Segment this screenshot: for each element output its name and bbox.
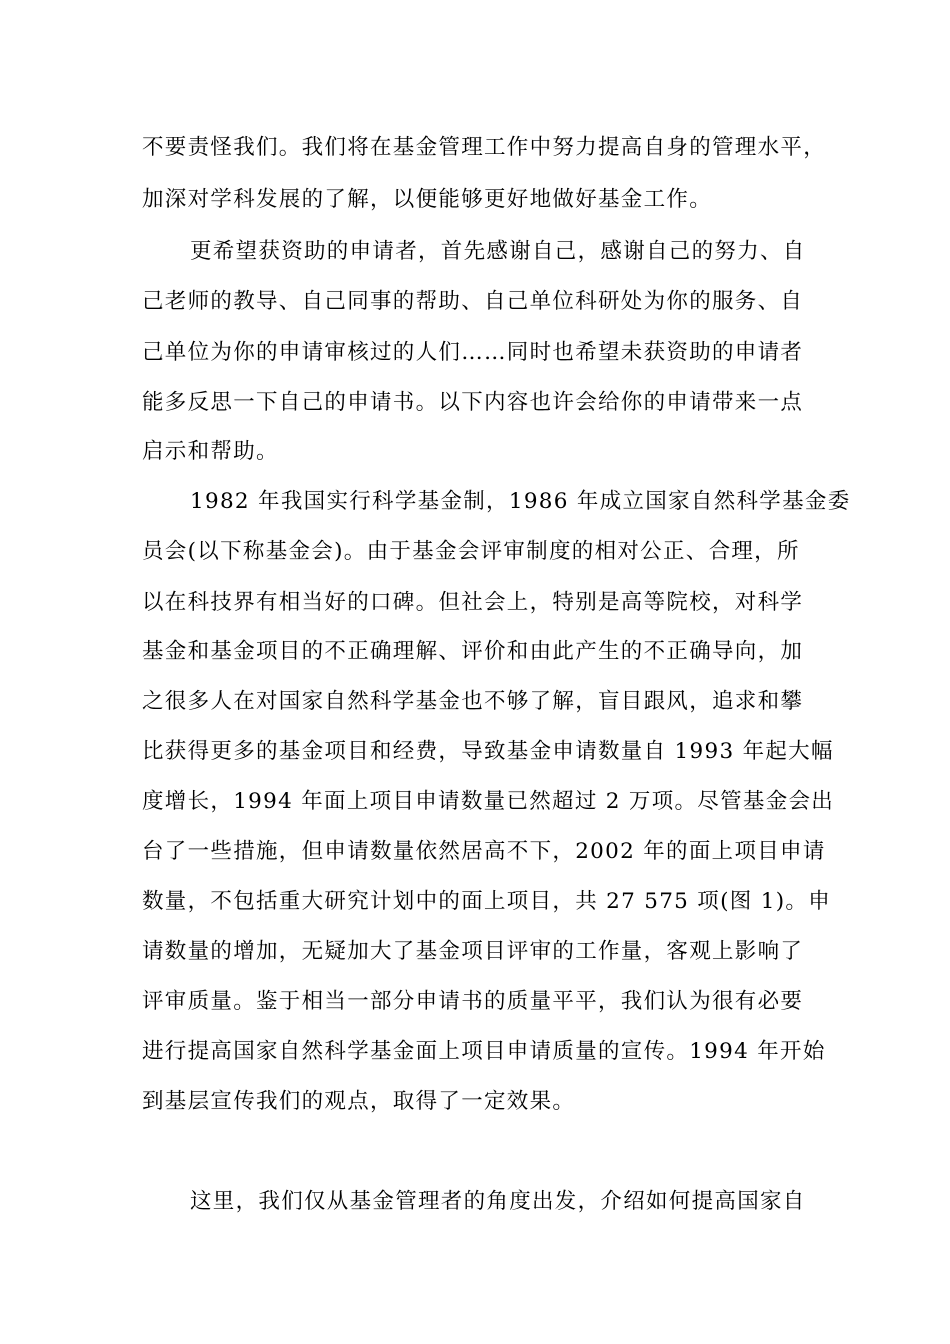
text-line: 之很多人在对国家自然科学基金也不够了解，盲目跟风，追求和攀 bbox=[142, 689, 804, 714]
text-line: 能多反思一下自己的申请书。以下内容也许会给你的申请带来一点 bbox=[142, 390, 804, 415]
text-line: 到基层宣传我们的观点，取得了一定效果。 bbox=[142, 1089, 576, 1114]
text-line: 员会(以下称基金会)。由于基金会评审制度的相对公正、合理，所 bbox=[142, 539, 800, 564]
text-line: 加深对学科发展的了解，以便能够更好地做好基金工作。 bbox=[142, 187, 713, 212]
text-line: 以在科技界有相当好的口碑。但社会上，特别是高等院校，对科学 bbox=[142, 590, 804, 615]
text-line: 比获得更多的基金项目和经费，导致基金申请数量自 1993 年起大幅 bbox=[142, 739, 834, 764]
text-line: 启示和帮助。 bbox=[142, 439, 279, 464]
text-line: 进行提高国家自然科学基金面上项目申请质量的宣传。1994 年开始 bbox=[142, 1039, 826, 1064]
text-line: 更希望获资助的申请者，首先感谢自己，感谢自己的努力、自 bbox=[190, 239, 806, 264]
text-line: 台了一些措施，但申请数量依然居高不下，2002 年的面上项目申请 bbox=[142, 839, 826, 864]
text-line: 己老师的教导、自己同事的帮助、自己单位科研处为你的服务、自 bbox=[142, 289, 804, 314]
text-line: 度增长，1994 年面上项目申请数量已然超过 2 万项。尽管基金会出 bbox=[142, 789, 835, 814]
text-line: 这里，我们仅从基金管理者的角度出发，介绍如何提高国家自 bbox=[190, 1189, 806, 1214]
text-line: 基金和基金项目的不正确理解、评价和由此产生的不正确导向，加 bbox=[142, 639, 804, 664]
text-line: 请数量的增加，无疑加大了基金项目评审的工作量，客观上影响了 bbox=[142, 939, 804, 964]
text-line: 1982 年我国实行科学基金制，1986 年成立国家自然科学基金委 bbox=[190, 489, 851, 514]
text-line: 评审质量。鉴于相当一部分申请书的质量平平，我们认为很有必要 bbox=[142, 989, 804, 1014]
text-line: 己单位为你的申请审核过的人们……同时也希望未获资助的申请者 bbox=[142, 340, 804, 365]
text-line: 不要责怪我们。我们将在基金管理工作中努力提高自身的管理水平， bbox=[142, 135, 827, 160]
text-line: 数量，不包括重大研究计划中的面上项目，共 27 575 项(图 1)。申 bbox=[142, 889, 831, 914]
